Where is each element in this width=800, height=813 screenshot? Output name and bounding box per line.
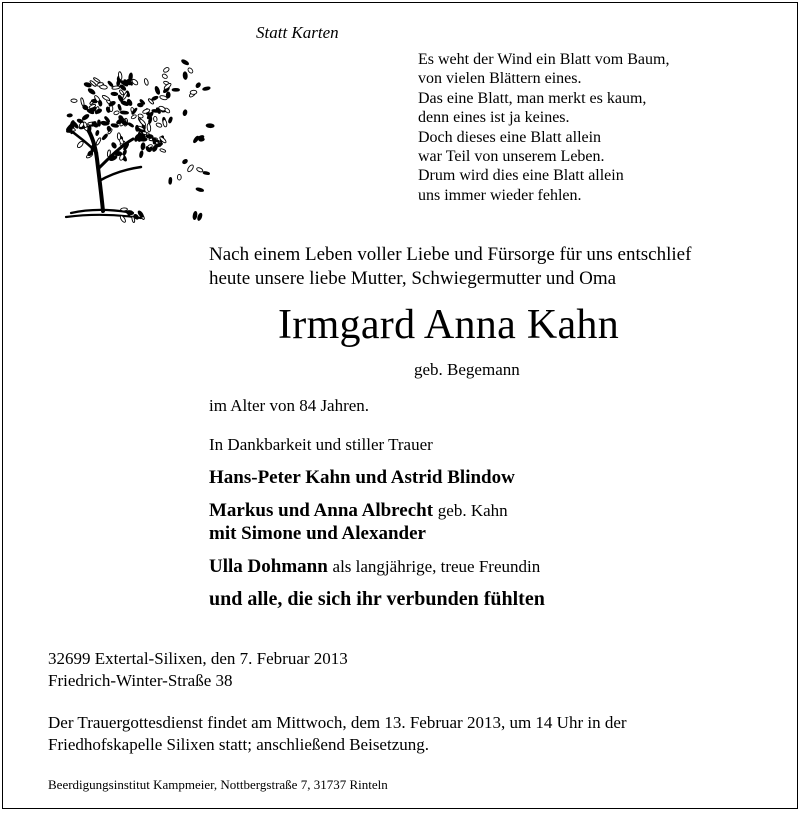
mourner-note: geb. Kahn xyxy=(437,501,508,520)
mourner-names: Ulla Dohmann xyxy=(209,556,328,577)
leaf-icon xyxy=(160,148,167,153)
birth-name: geb. Begemann xyxy=(414,360,520,379)
leaf-icon xyxy=(187,164,195,173)
mourners-heading: In Dankbarkeit und stiller Trauer xyxy=(209,435,433,454)
mourner-line xyxy=(209,588,545,611)
leaf-icon xyxy=(177,174,181,180)
leaf-icon xyxy=(181,59,189,66)
leaf-icon xyxy=(81,114,89,121)
leaf-icon xyxy=(156,122,163,128)
mourner-line xyxy=(209,500,508,522)
leaf-icon xyxy=(182,159,188,165)
mourner-line xyxy=(209,467,515,489)
mourner-names: und alle, die sich ihr verbunden fühlten xyxy=(209,588,545,610)
leaf-icon xyxy=(147,123,151,132)
leaf-icon xyxy=(107,126,112,132)
poem-line: Das eine Blatt, man merkt es kaum, xyxy=(418,89,647,107)
place-date: 32699 Extertal-Silixen, den 7. Februar 2013 xyxy=(48,649,348,668)
mourner-line xyxy=(209,556,540,578)
leaf-icon xyxy=(71,99,77,103)
leaf-icon xyxy=(67,114,72,118)
mourner-note: als langjährige, treue Freundin xyxy=(332,557,541,576)
leaf-icon xyxy=(153,116,157,122)
intro-line: Nach einem Leben voller Liebe und Fürsorge für uns entschlief xyxy=(209,244,692,265)
funeral-home: Beerdigungsinstitut Kampmeier, Nottbergstraße 7, 31737 Rinteln xyxy=(48,777,388,792)
leaf-icon xyxy=(169,177,172,184)
statt-karten-heading: Statt Karten xyxy=(256,23,339,42)
leaf-icon xyxy=(203,171,210,175)
leaf-icon xyxy=(197,213,203,221)
poem-line: Drum wird dies eine Blatt allein xyxy=(418,167,624,185)
intro-text xyxy=(209,243,691,291)
leaf-icon xyxy=(87,88,95,95)
leaf-icon xyxy=(117,133,121,140)
leaf-icon xyxy=(168,117,173,124)
leaf-icon xyxy=(193,211,198,220)
leaf-icon xyxy=(76,140,84,148)
obituary-notice xyxy=(2,2,798,809)
leaf-icon xyxy=(196,167,203,173)
poem-line: Es weht der Wind ein Blatt vom Baum, xyxy=(418,51,670,68)
leaf-icon xyxy=(118,104,122,111)
leaf-icon xyxy=(111,92,118,96)
leaf-icon xyxy=(141,143,146,150)
leaf-icon xyxy=(111,142,117,149)
service-line: Der Trauergottesdienst findet am Mittwoch, dem 13. Februar 2013, um 14 Uhr in der xyxy=(48,713,627,732)
service-line: Friedhofskapelle Silixen statt; anschließend Beisetzung. xyxy=(48,735,429,754)
age-text: im Alter von 84 Jahren. xyxy=(209,396,370,415)
leaf-icon xyxy=(98,100,102,106)
leaf-icon xyxy=(102,122,109,126)
leaf-icon xyxy=(183,109,188,115)
service-info xyxy=(48,712,627,756)
leaf-icon xyxy=(196,187,204,192)
leaf-icon xyxy=(195,82,201,88)
leaf-icon xyxy=(187,67,194,74)
poem-line: uns immer wieder fehlen. xyxy=(418,186,582,204)
street-address: Friedrich-Winter-Straße 38 xyxy=(48,671,233,690)
leaf-icon xyxy=(139,150,143,157)
leaf-icon xyxy=(206,124,214,128)
leaf-icon xyxy=(144,78,149,85)
poem-line: Doch dieses eine Blatt allein xyxy=(418,128,602,146)
poem xyxy=(418,50,669,205)
leaf-icon xyxy=(166,92,170,98)
leaf-icon xyxy=(154,86,160,95)
leaf-icon xyxy=(95,137,101,145)
mourner-names: mit Simone und Alexander xyxy=(209,523,426,544)
leaf-icon xyxy=(80,98,84,107)
leaf-icon xyxy=(128,122,134,127)
mourner-line xyxy=(209,523,426,545)
leaf-icon xyxy=(202,86,210,91)
leaf-icon xyxy=(113,110,119,115)
poem-line: von vielen Blättern eines. xyxy=(418,70,582,88)
leaf-icon xyxy=(102,133,109,140)
poem-line: denn eines ist ja keines. xyxy=(418,109,570,127)
leaf-icon xyxy=(131,114,137,119)
leaf-icon xyxy=(107,81,113,87)
mourner-names: Hans-Peter Kahn und Astrid Blindow xyxy=(209,467,515,488)
leaf-icon xyxy=(172,88,179,91)
poem-line: war Teil von unserem Leben. xyxy=(418,148,605,166)
address-block xyxy=(48,648,348,692)
leaf-icon xyxy=(190,90,197,94)
leaf-icon xyxy=(183,72,188,80)
windblown-tree-icon xyxy=(41,41,216,226)
leaf-icon xyxy=(162,119,167,127)
leaf-icon xyxy=(122,149,127,155)
leaf-icon xyxy=(120,111,128,115)
leaf-icon xyxy=(151,95,158,100)
intro-line: heute unsere liebe Mutter, Schwiegermutter und Oma xyxy=(209,268,617,289)
leaf-icon xyxy=(121,208,128,211)
leaf-icon xyxy=(95,130,99,136)
mourner-names: Markus und Anna Albrecht xyxy=(209,500,434,521)
deceased-name: Irmgard Anna Kahn xyxy=(278,302,619,348)
leaf-icon xyxy=(162,73,169,79)
leaf-icon xyxy=(115,151,122,155)
leaf-icon xyxy=(163,67,170,74)
